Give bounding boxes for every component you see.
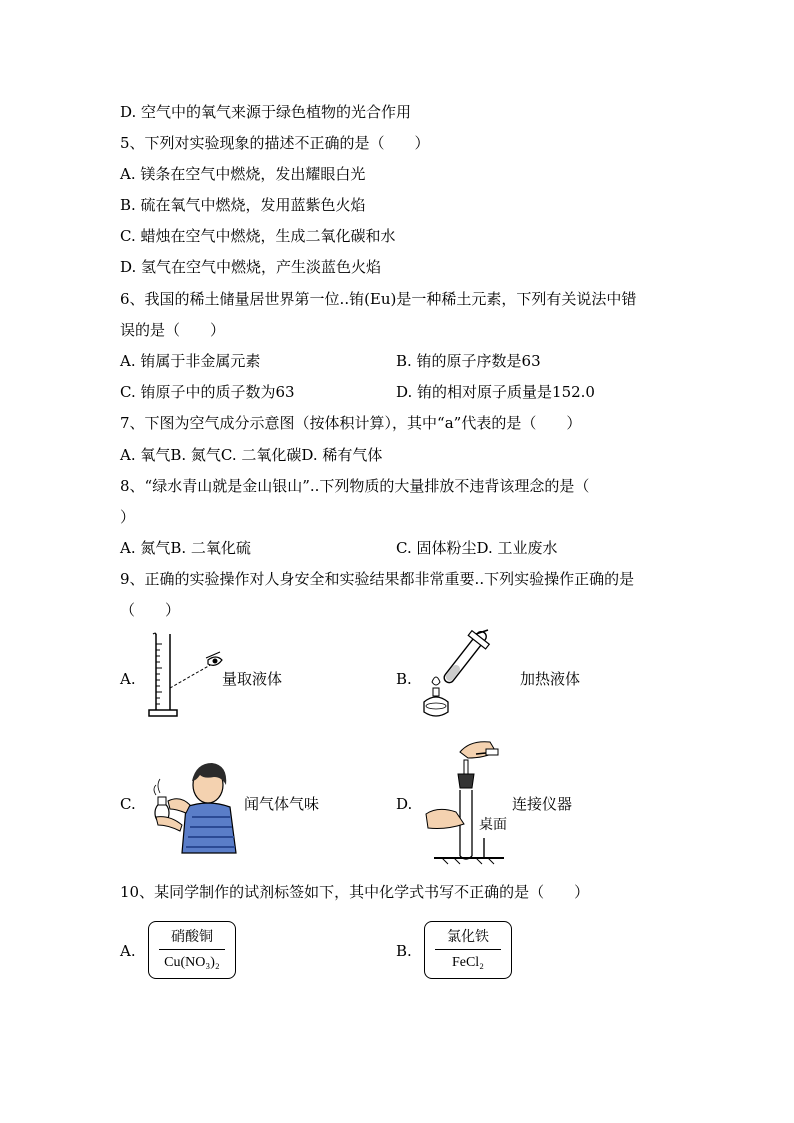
q9-fig-b-caption: 加热液体 — [520, 670, 581, 688]
q6-stem-line1: 6、我国的稀土储量居世界第一位..铕(Eu)是一种稀土元素，下列有关说法中错 — [120, 290, 637, 308]
q9-fig-d-caption: 连接仪器 — [512, 795, 573, 813]
reagent-label-b-formula: FeCl₂ — [451, 955, 485, 970]
connecting-apparatus-figure — [424, 738, 524, 866]
reagent-label-a-divider — [159, 949, 225, 950]
q5-option-b: B. 硫在氧气中燃烧，发用蓝紫色火焰 — [120, 196, 366, 214]
q6-stem-line2: 误的是（ ） — [120, 321, 226, 339]
q8-options-ab: A. 氮气B. 二氧化硫 — [120, 539, 251, 557]
q9-fig-b-letter: B. — [396, 670, 412, 688]
q5-stem: 5、下列对实验现象的描述不正确的是（ ） — [120, 134, 430, 152]
reagent-label-b — [424, 921, 512, 979]
q5-option-a: A. 镁条在空气中燃烧，发出耀眼白光 — [120, 165, 366, 183]
q8-stem-line2: ） — [120, 508, 136, 526]
q4-option-d: D. 空气中的氧气来源于绿色植物的光合作用 — [120, 103, 412, 121]
q7-stem: 7、下图为空气成分示意图（按体积计算），其中“a”代表的是（ ） — [120, 414, 582, 432]
q6-option-a: A. 铕属于非金属元素 — [120, 352, 261, 370]
q8-stem-line1: 8、“绿水青山就是金山银山”..下列物质的大量排放不违背该理念的是（ — [120, 477, 590, 495]
q10-label-b-letter: B. — [396, 942, 412, 960]
q9-fig-a-letter: A. — [120, 670, 136, 688]
q6-option-b: B. 铕的原子序数是63 — [396, 352, 541, 370]
reagent-label-a-name: 硝酸铜 — [171, 929, 213, 945]
q10-stem: 10、某同学制作的试剂标签如下，其中化学式书写不正确的是（ ） — [120, 883, 590, 901]
q5-option-d: D. 氢气在空气中燃烧，产生淡蓝色火焰 — [120, 258, 382, 276]
q6-option-d: D. 铕的相对原子质量是152.0 — [396, 383, 595, 401]
smelling-gas-figure — [146, 755, 241, 855]
q7-options: A. 氧气B. 氮气C. 二氧化碳D. 稀有气体 — [120, 446, 383, 464]
q9-fig-d-letter: D. — [396, 795, 413, 813]
graduated-cylinder-figure — [140, 630, 230, 725]
reagent-label-b-divider — [435, 949, 501, 950]
q9-fig-a-caption: 量取液体 — [222, 670, 283, 688]
q8-options-cd: C. 固体粉尘D. 工业废水 — [396, 539, 558, 557]
reagent-label-b-name: 氯化铁 — [447, 929, 489, 945]
reagent-label-a-formula: Cu(NO₃)₂ — [164, 955, 220, 970]
q5-option-c: C. 蜡烛在空气中燃烧，生成二氧化碳和水 — [120, 227, 396, 245]
q10-label-a-letter: A. — [120, 942, 136, 960]
q6-option-c: C. 铕原子中的质子数为63 — [120, 383, 295, 401]
q9-fig-c-letter: C. — [120, 795, 136, 813]
q9-fig-c-caption: 闻气体气味 — [244, 795, 320, 813]
q9-stem-line2: （ ） — [120, 601, 181, 619]
heating-liquid-figure — [418, 628, 498, 728]
q9-fig-d-table-label: 桌面 — [479, 817, 507, 833]
q9-stem-line1: 9、正确的实验操作对人身安全和实验结果都非常重要..下列实验操作正确的是 — [120, 570, 635, 588]
reagent-label-a — [148, 921, 236, 979]
